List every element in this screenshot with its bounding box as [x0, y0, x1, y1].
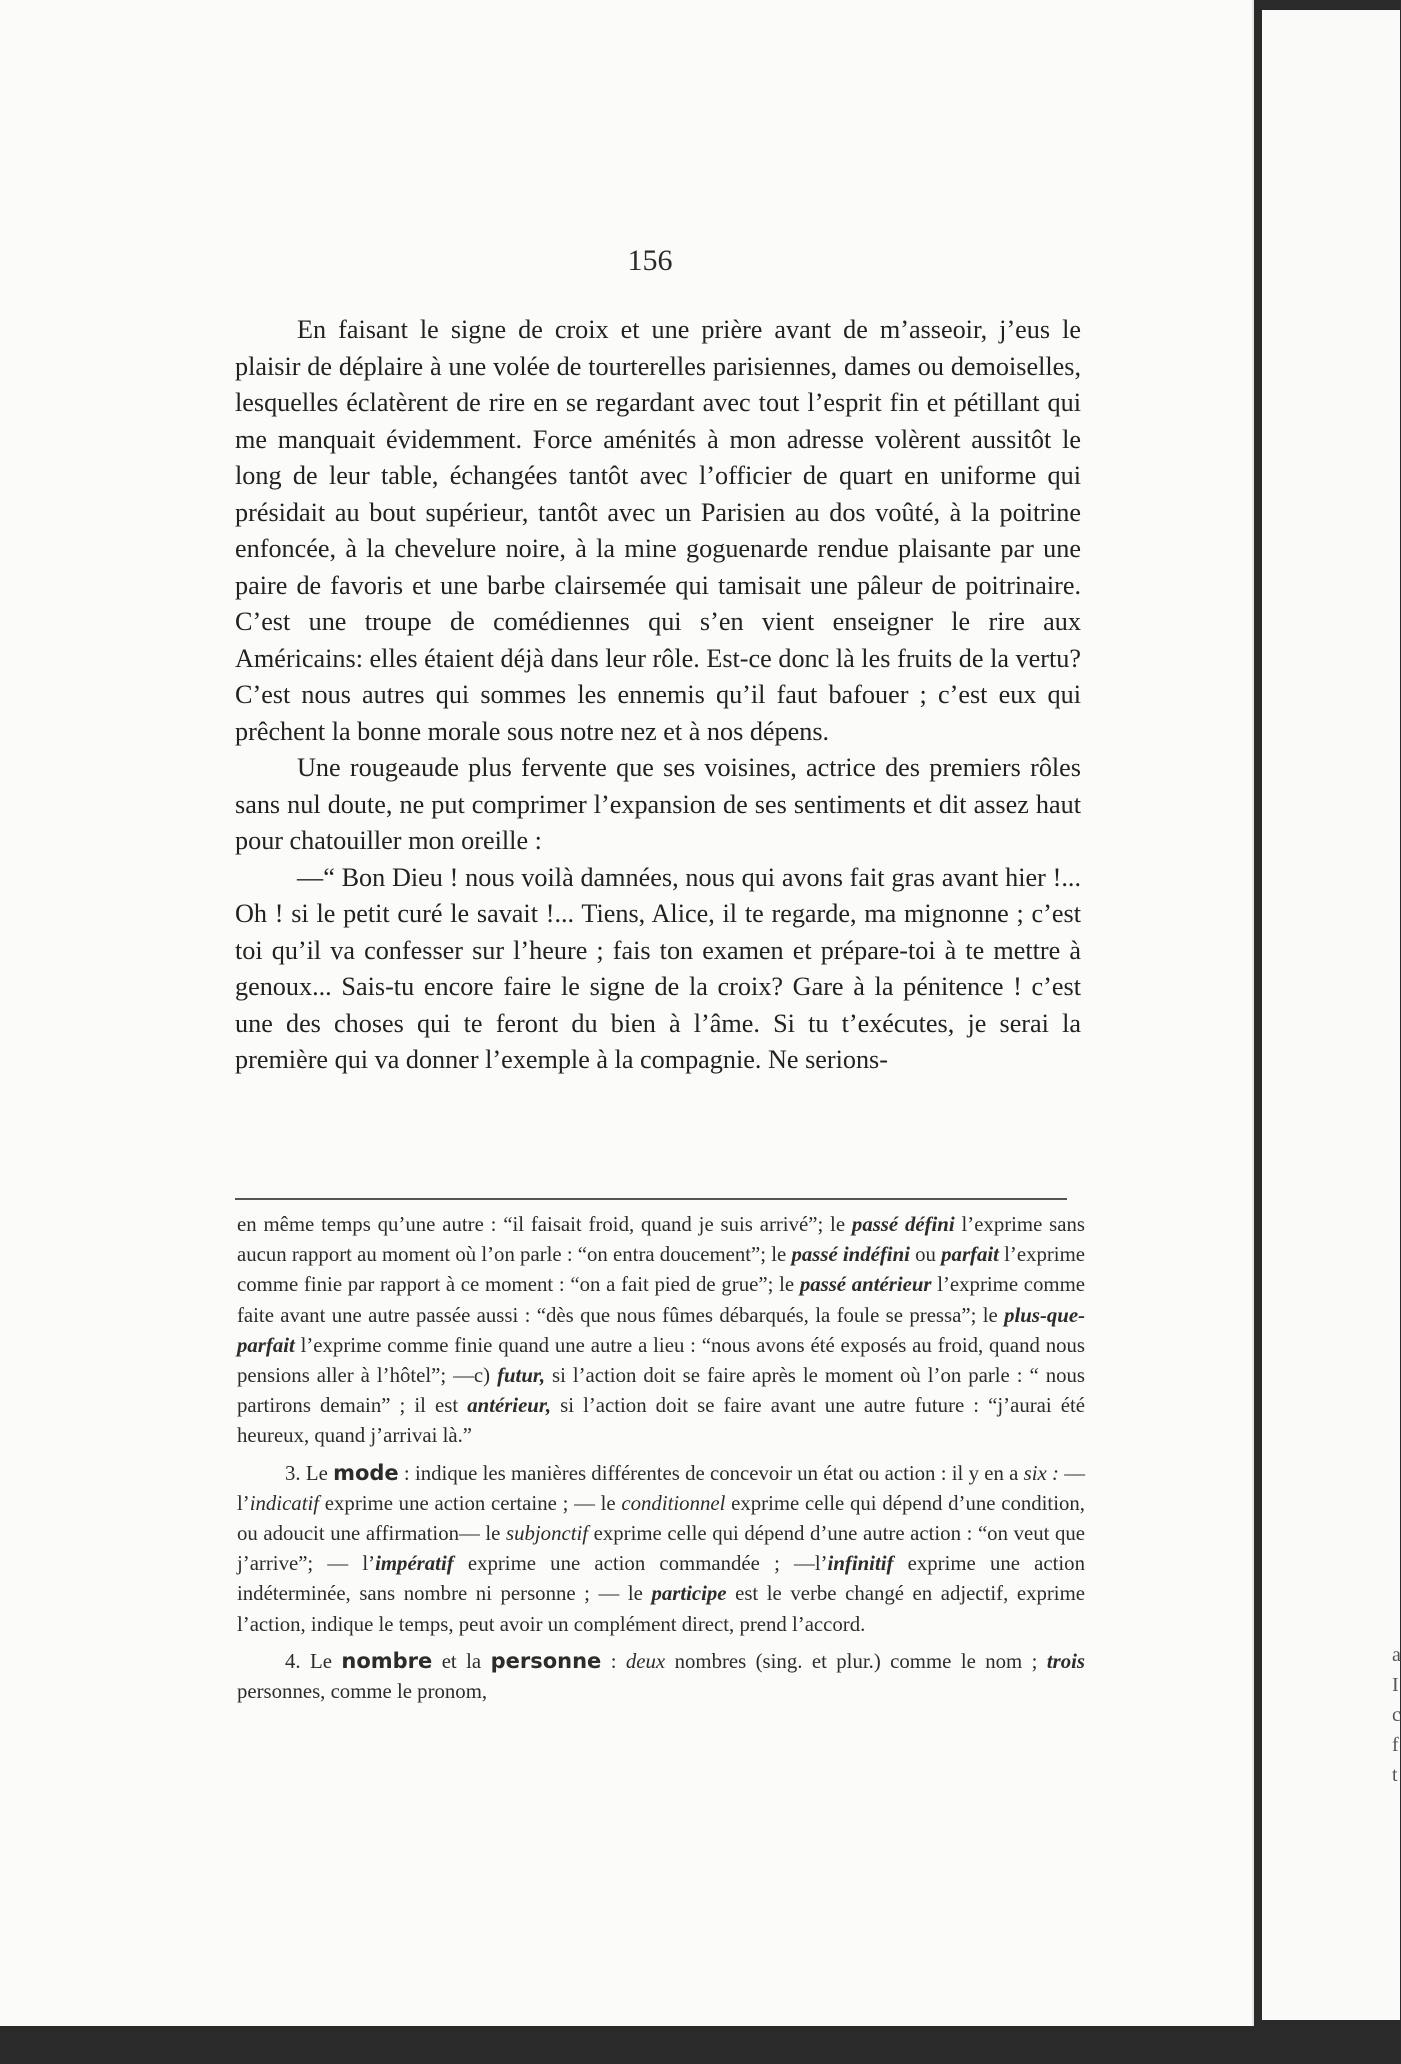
term-subjonctif: subjonctif — [506, 1522, 589, 1546]
term-participe: participe — [651, 1582, 727, 1606]
term-nombre: nombre — [341, 1648, 433, 1673]
term-personne: personne — [490, 1648, 602, 1673]
term-futur: futur, — [497, 1364, 546, 1388]
footnote-item-nombre-personne: 4. Le nombre et la personne : deux nombres (sing. et plur.) comme le nom ; trois personnes, comme le pronom, — [237, 1648, 1085, 1704]
term-passe-indefini: passé indéfini — [791, 1243, 910, 1267]
footnotes — [237, 1210, 1085, 1707]
term-parfait: parfait — [941, 1243, 999, 1267]
next-page-edge — [1262, 10, 1400, 2020]
term-plus-que-parfait: plus-que-parfait — [237, 1303, 1085, 1357]
footnote-continuation: en même temps qu’une autre : “il faisait froid, quand je suis arrivé”; le passé défini l’exprime sans aucun rapport au moment où l’on parle : “on entra doucement”; le passé indéfini ou parfait l’exprime comme finie par rapport à ce moment : “on a fait pied de grue”; le passé antérieur l’exprime comme faite avant une autre passée aussi : “dès que nous fûmes débarqués, la foule se pressa”; le plus-que-parfait l’exprime comme finie quand une autre a lieu : “nous avons été exposés au froid, quand nous pensions aller à l’hôtel”; —c) futur, si l’action doit se faire après le moment où l’on parle : “ nous partirons demain” ; il est antérieur, si l’action doit se faire avant une autre future : “j’aurai été heureux, quand j’arrivai là.” — [237, 1213, 1086, 1448]
page-number: 156 — [627, 244, 673, 277]
term-indicatif: indicatif — [249, 1491, 320, 1515]
term-infinitif: infinitif — [827, 1552, 894, 1576]
footnote-divider — [235, 1198, 1067, 1200]
term-passe-defini: passé défini — [851, 1213, 955, 1236]
footnote-item-mode: 3. Le mode : indique les manières différentes de concevoir un état ou action : il y en a six : — l’indicatif exprime une action certaine ; — le conditionnel exprime celle qui dépend d’une condition, ou adoucit une affirmation— le subjonctif exprime celle qui dépend d’une autre action : “on veut que j’arrive”; — l’impératif exprime une action commandée ; —l’infinitif exprime une action indéterminée, sans nombre ni personne ; — le participe est le verbe changé en adjectif, exprime l’action, indique le temps, peut avoir un complément direct, prend l’accord. — [237, 1460, 1086, 1636]
term-passe-anterieur: passé antérieur — [799, 1273, 932, 1297]
term-imperatif: impératif — [375, 1552, 454, 1576]
term-mode: mode — [333, 1460, 399, 1485]
paragraph: En faisant le signe de croix et une prière avant de m’asseoir, j’eus le plaisir de déplaire à une volée de tourterelles parisiennes, dames ou demoiselles, lesquelles éclatèrent de rire en se regardant avec tout l’esprit fin et pétillant qui me manquait évidemment. Force aménités à mon adresse volèrent aussitôt le long de leur table, échangées tantôt avec l’officier de quart en uniforme qui présidait au bout supérieur, tantôt avec un Parisien au dos voûté, à la poitrine enfoncée, à la chevelure noire, à la mine goguenarde rendue plaisante par une paire de favoris et une barbe clairsemée qui tamisait une pâleur de poitrinaire. C’est une troupe de comédiennes qui s’en vient enseigner le rire aux Américains: elles étaient déjà dans leur rôle. Est-ce donc là les fruits de la vertu? C’est nous autres qui sommes les ennemis qu’il faut bafouer ; c’est eux qui prêchent la bonne morale sous notre nez et à nos dépens. — [235, 315, 1081, 746]
paragraph: —“ Bon Dieu ! nous voilà damnées, nous qui avons fait gras avant hier !... Oh ! si le petit curé le savait !... Tiens, Alice, il te regarde, ma mignonne ; c’est toi qu’il va confesser sur l’heure ; fais ton examen et prépare-toi à te mettre à genoux... Sais-tu encore faire le signe de la croix? Gare à la pénitence ! c’est une des choses qui te feront du bien à l’âme. Si tu t’exécutes, je serai la première qui va donner l’exemple à la compagnie. Ne serions- — [235, 862, 1081, 1074]
term-anterieur: antérieur, — [467, 1394, 552, 1418]
next-page-glyphs: a I c f t — [1392, 1644, 1401, 1786]
term-trois: trois — [1046, 1649, 1085, 1673]
term-deux: deux — [625, 1649, 666, 1673]
term-six: six : — [1023, 1461, 1059, 1485]
main-text — [235, 312, 1081, 1079]
paragraph: Une rougeaude plus fervente que ses voisines, actrice des premiers rôles sans nul doute, ne put comprimer l’expansion de ses sentiments et dit assez haut pour chatouiller mon oreille : — [235, 753, 1081, 855]
term-conditionnel: conditionnel — [621, 1491, 726, 1515]
